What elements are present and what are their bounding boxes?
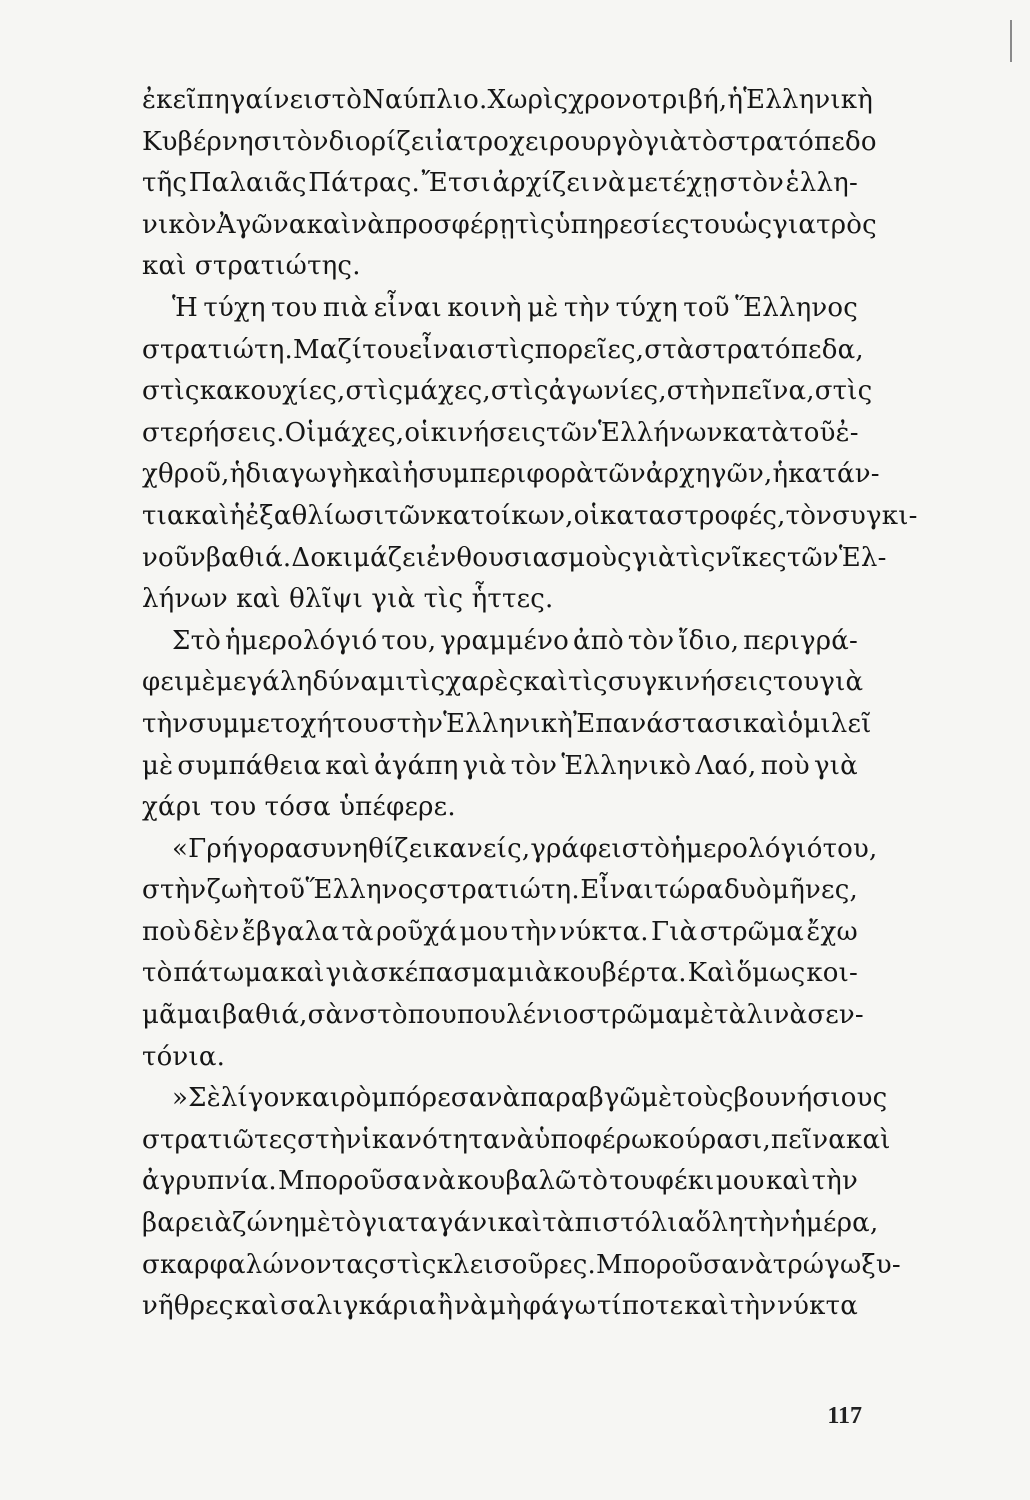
text-line: Στὸ ἡμερολόγιό του, γραμμένο ἀπὸ τὸν ἴδιο, περιγρά- — [172, 625, 858, 656]
text-line: νῆθρες καὶ σαλιγκάρια ἢ νὰ μὴ φάγω τίποτε καὶ τὴν νύκτα — [142, 1291, 858, 1322]
text-line: βαρειὰ ζώνη μὲ τὸ γιαταγάνι καὶ τὰ πιστόλια ὅλη τὴν ἡμέρα, — [142, 1208, 879, 1239]
text-line: τια καὶ ἡ ἐξαθλίωσι τῶν κατοίκων, οἱ καταστροφές, τὸν συγκι- — [142, 500, 918, 531]
body-text — [142, 80, 918, 1328]
text-line: χθροῦ, ἡ διαγωγὴ καὶ ἡ συμπεριφορὰ τῶν ἀρχηγῶν, ἡ κατάν- — [142, 459, 880, 490]
text-line: στερήσεις. Οἱ μάχες, οἱ κινήσεις τῶν Ἑλλήνων κατὰ τοῦ ἐ- — [142, 417, 859, 448]
text-line: Κυβέρνησι τὸν διορίζει ἰατροχειρουργὸ γιὰ τὸ στρατόπεδο — [142, 126, 877, 157]
page-number: 117 — [827, 1403, 862, 1429]
text-line: τῆς Παλαιᾶς Πάτρας. Ἔτσι ἀρχίζει νὰ μετέχῃ στὸν ἑλλη- — [142, 168, 858, 199]
text-line: ποὺ δὲν ἔβγαλα τὰ ροῦχά μου τὴν νύκτα. Γιὰ στρῶμα ἔχω — [142, 916, 858, 947]
text-line: Ἡ τύχη του πιὰ εἶναι κοινὴ μὲ τὴν τύχη τοῦ Ἕλληνος — [172, 292, 858, 323]
text-line: στὶς κακουχίες, στὶς μάχες, στὶς ἀγωνίες, στὴν πεῖνα, στὶς — [142, 376, 873, 407]
text-line: σκαρφαλώνοντας στὶς κλεισοῦρες. Μποροῦσα νὰ τρώγω ξυ- — [142, 1249, 901, 1280]
text-line: λήνων καὶ θλῖψι γιὰ τὶς ἧττες. — [142, 584, 554, 615]
text-line: χάρι του τόσα ὑπέφερε. — [142, 792, 456, 823]
text-line: στρατιῶτες στὴν ἱκανότητα νὰ ὑποφέρω κούρασι, πεῖνα καὶ — [142, 1124, 891, 1155]
text-line: ἐκεῖ πηγαίνει στὸ Ναύπλιο. Χωρὶς χρονοτριβή, ἡ Ἑλληνικὴ — [142, 85, 873, 115]
text-line: « Γρήγορα συνηθίζει κανείς, γράφει στὸ ἡμερολόγιό του, — [172, 833, 878, 864]
margin-scan-mark — [1010, 20, 1012, 62]
text-line: μᾶμαι βαθιά, σὰν στὸ πουπουλένιο στρῶμα μὲ τὰ λινὰ σεν- — [142, 1000, 864, 1031]
text-line: μὲ συμπάθεια καὶ ἀγάπη γιὰ τὸν Ἑλληνικὸ Λαό, ποὺ γιὰ — [142, 750, 858, 781]
text-line: καὶ στρατιώτης. — [142, 251, 361, 282]
text-line: στρατιώτη. Μαζί του εἶναι στὶς πορεῖες, στὰ στρατόπεδα, — [142, 334, 864, 365]
text-line: στὴν ζωὴ τοῦ Ἕλληνος στρατιώτη. Εἶναι τώρα δυὸ μῆνες, — [142, 875, 858, 906]
text-line: τὸ πάτωμα καὶ γιὰ σκέπασμα μιὰ κουβέρτα. Καὶ ὅμως κοι- — [142, 958, 858, 989]
text-line: τὴν συμμετοχή του στὴν Ἑλληνικὴ Ἐπανάστασι καὶ ὁμιλεῖ — [142, 708, 872, 739]
text-line: » Σὲ λίγον καιρὸ μπόρεσα νὰ παραβγῶ μὲ τοὺς βουνήσιους — [172, 1083, 888, 1114]
text-line: νοῦν βαθιά. Δοκιμάζει ἐνθουσιασμοὺς γιὰ τὶς νῖκες τῶν Ἑλ- — [142, 542, 887, 573]
text-line: τόνια. — [142, 1041, 226, 1072]
text-line: ἀγρυπνία. Μποροῦσα νὰ κουβαλῶ τὸ τουφέκι μου καὶ τὴν — [142, 1166, 858, 1197]
text-line: νικὸν Ἀγῶνα καὶ νὰ προσφέρῃ τὶς ὑπηρεσίες του ὡς γιατρὸς — [142, 209, 877, 240]
text-line: φει μὲ μεγάλη δύναμι τὶς χαρὲς καὶ τὶς συγκινήσεις του γιὰ — [142, 667, 864, 698]
